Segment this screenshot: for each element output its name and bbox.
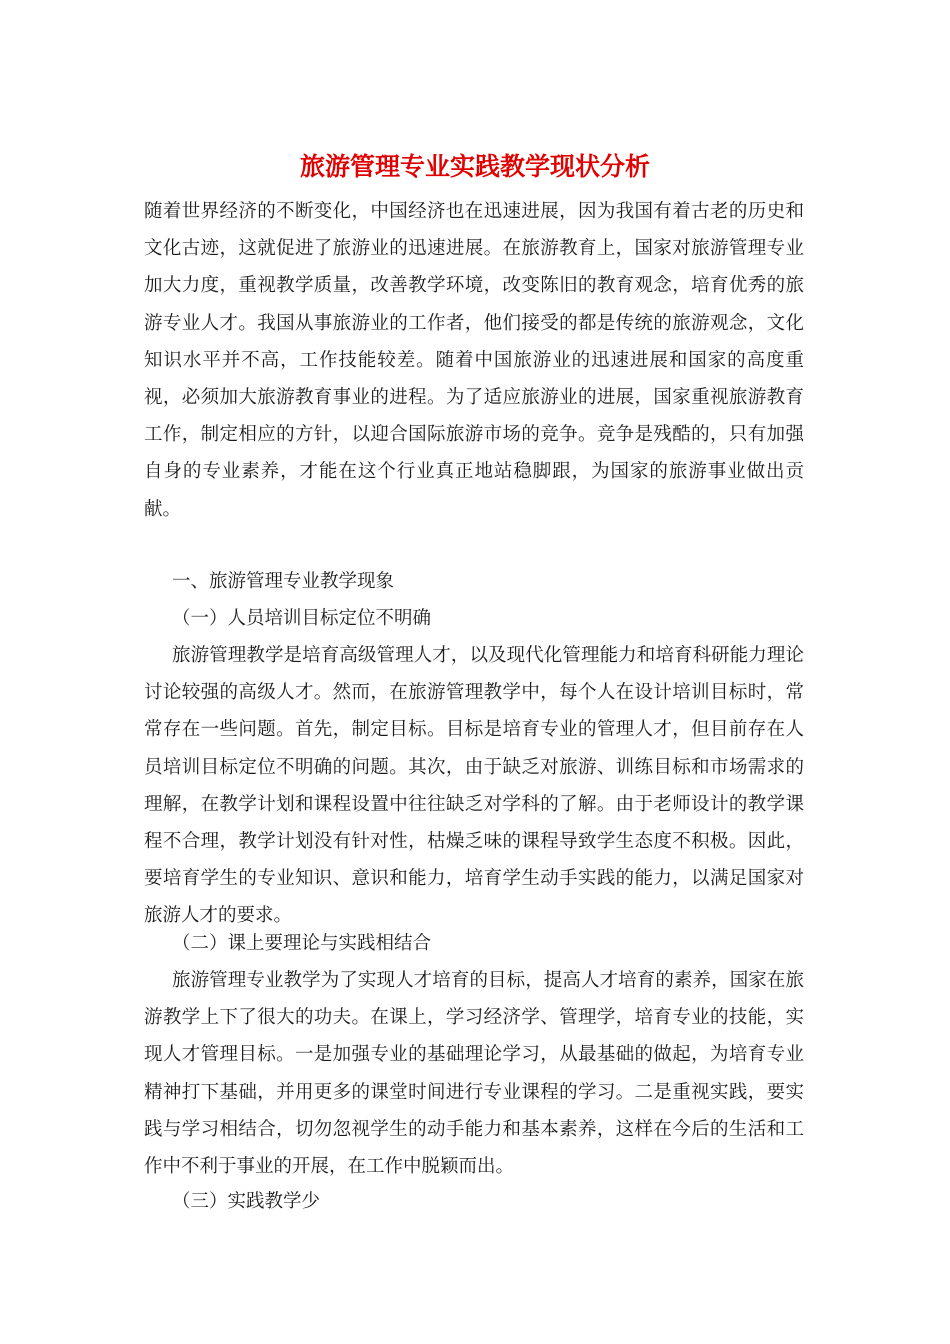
section-1-heading: 一、旅游管理专业教学现象 xyxy=(172,571,395,592)
subsection-1-body: 旅游管理教学是培育高级管理人才，以及现代化管理能力和培育科研能力理论讨论较强的高级人才。然而，在旅游管理教学中，每个人在设计培训目标时，常常存在一些问题。首先，制定目标。目标是培育专业的管理人才，但目前存在人员培训目标定位不明确的问题。其次，由于缺乏对旅游、训练目标和市场需求的理解，在教学计划和课程设置中往往缺乏对学科的了解。由于老师设计的教学课程不合理，教学计划没有针对性，枯燥乏味的课程导致学生态度不积极。因此，要培育学生的专业知识、意识和能力，培育学生动手实践的能力，以满足国家对旅游人才的要求。 xyxy=(144,645,804,927)
subsection-1-heading: （一）人员培训目标定位不明确 xyxy=(172,608,432,629)
document-title: 旅游管理专业实践教学现状分析 xyxy=(299,152,650,181)
subsection-2-body: 旅游管理专业教学为了实现人才培育的目标，提高人才培育的素养，国家在旅游教学上下了很大的功夫。在课上，学习经济学、管理学，培育专业的技能，实现人才管理目标。一是加强专业的基础理论学习，从最基础的做起，为培育专业精神打下基础，并用更多的课堂时间进行专业课程的学习。二是重视实践，要实践与学习相结合，切勿忽视学生的动手能力和基本素养，这样在今后的生活和工作中不利于事业的开展，在工作中脱颖而出。 xyxy=(144,970,804,1178)
subsection-2-heading: （二）课上要理论与实践相结合 xyxy=(172,933,432,954)
intro-paragraph: 随着世界经济的不断变化，中国经济也在迅速进展，因为我国有着古老的历史和文化古迹，这就促进了旅游业的迅速进展。在旅游教育上，国家对旅游管理专业加大力度，重视教学质量，改善教学环境，改变陈旧的教育观念，培育优秀的旅游专业人才。我国从事旅游业的工作者，他们接受的都是传统的旅游观念，文化知识水平并不高，工作技能较差。随着中国旅游业的迅速进展和国家的高度重视，必须加大旅游教育事业的进程。为了适应旅游业的进展，国家重视旅游教育工作，制定相应的方针，以迎合国际旅游市场的竞争。竞争是残酷的，只有加强自身的专业素养，才能在这个行业真正地站稳脚跟，为国家的旅游事业做出贡献。 xyxy=(144,201,804,520)
subsection-3-heading: （三）实践教学少 xyxy=(172,1191,321,1212)
